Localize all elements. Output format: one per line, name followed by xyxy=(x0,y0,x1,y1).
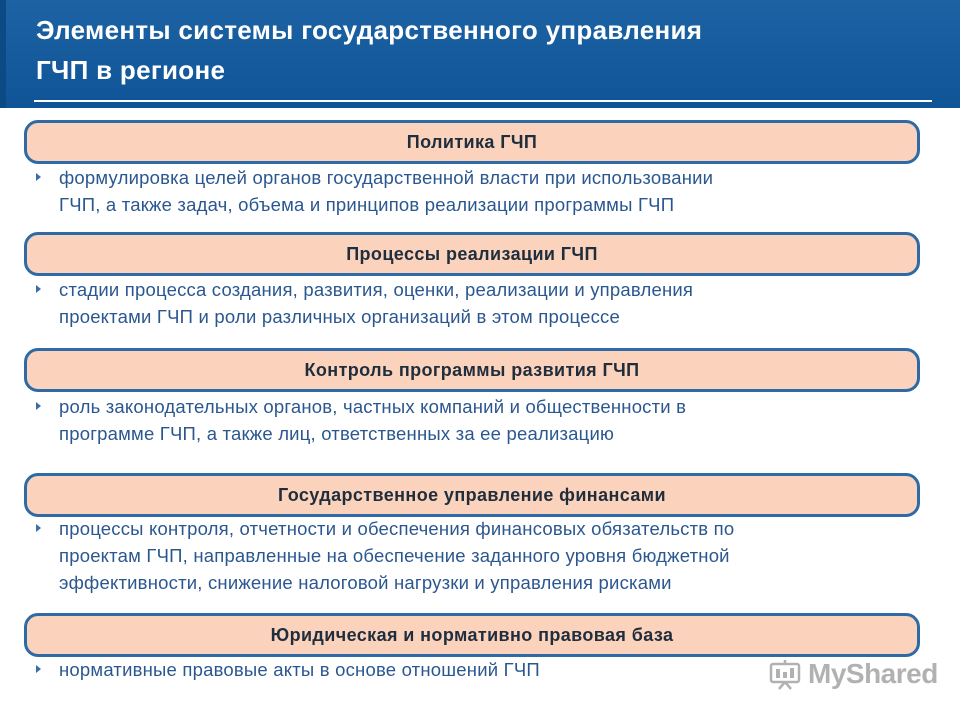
section-heading-policy: Политика ГЧП xyxy=(24,120,920,164)
bullet-arrow-icon xyxy=(36,402,41,410)
page-title xyxy=(36,10,936,90)
description-line: проектам ГЧП, направленные на обеспечение заданного уровня бюджетной xyxy=(59,545,730,566)
page-title-line-2: ГЧП в регионе xyxy=(36,55,226,85)
watermark-text: MyShared xyxy=(808,658,938,689)
watermark xyxy=(768,656,938,692)
header-accent-bar xyxy=(0,0,6,108)
description-line: проектами ГЧП и роли различных организаций в этом процессе xyxy=(59,306,620,327)
description-line: роль законодательных органов, частных компаний и общественности в xyxy=(59,396,687,417)
description-line: эффективности, снижение налоговой нагрузки и управления рисками xyxy=(59,572,672,593)
description-line: процессы контроля, отчетности и обеспечения финансовых обязательств по xyxy=(59,518,735,539)
description-line: ГЧП, а также задач, объема и принципов реализации программы ГЧП xyxy=(59,194,675,215)
description-line: формулировка целей органов государственной власти при использовании xyxy=(59,167,714,188)
section-description-program-control xyxy=(36,393,916,447)
bullet-arrow-icon xyxy=(36,665,41,673)
section-heading-program-control: Контроль программы развития ГЧП xyxy=(24,348,920,392)
title-underline xyxy=(34,100,932,102)
section-heading-public-finance: Государственное управление финансами xyxy=(24,473,920,517)
description-line: стадии процесса создания, развития, оценки, реализации и управления xyxy=(59,279,694,300)
bullet-arrow-icon xyxy=(36,524,41,532)
description-line: программе ГЧП, а также лиц, ответственных за ее реализацию xyxy=(59,423,615,444)
section-description-processes xyxy=(36,276,916,330)
bullet-arrow-icon xyxy=(36,173,41,181)
section-heading-legal-base: Юридическая и нормативно правовая база xyxy=(24,613,920,657)
section-heading-processes: Процессы реализации ГЧП xyxy=(24,232,920,276)
presentation-board-icon xyxy=(768,657,802,691)
section-description-public-finance xyxy=(36,515,916,596)
bullet-arrow-icon xyxy=(36,285,41,293)
header-banner xyxy=(0,0,960,108)
section-description-policy xyxy=(36,164,916,218)
description-line: нормативные правовые акты в основе отношений ГЧП xyxy=(59,659,540,680)
page-title-line-1: Элементы системы государственного управления xyxy=(36,15,703,45)
